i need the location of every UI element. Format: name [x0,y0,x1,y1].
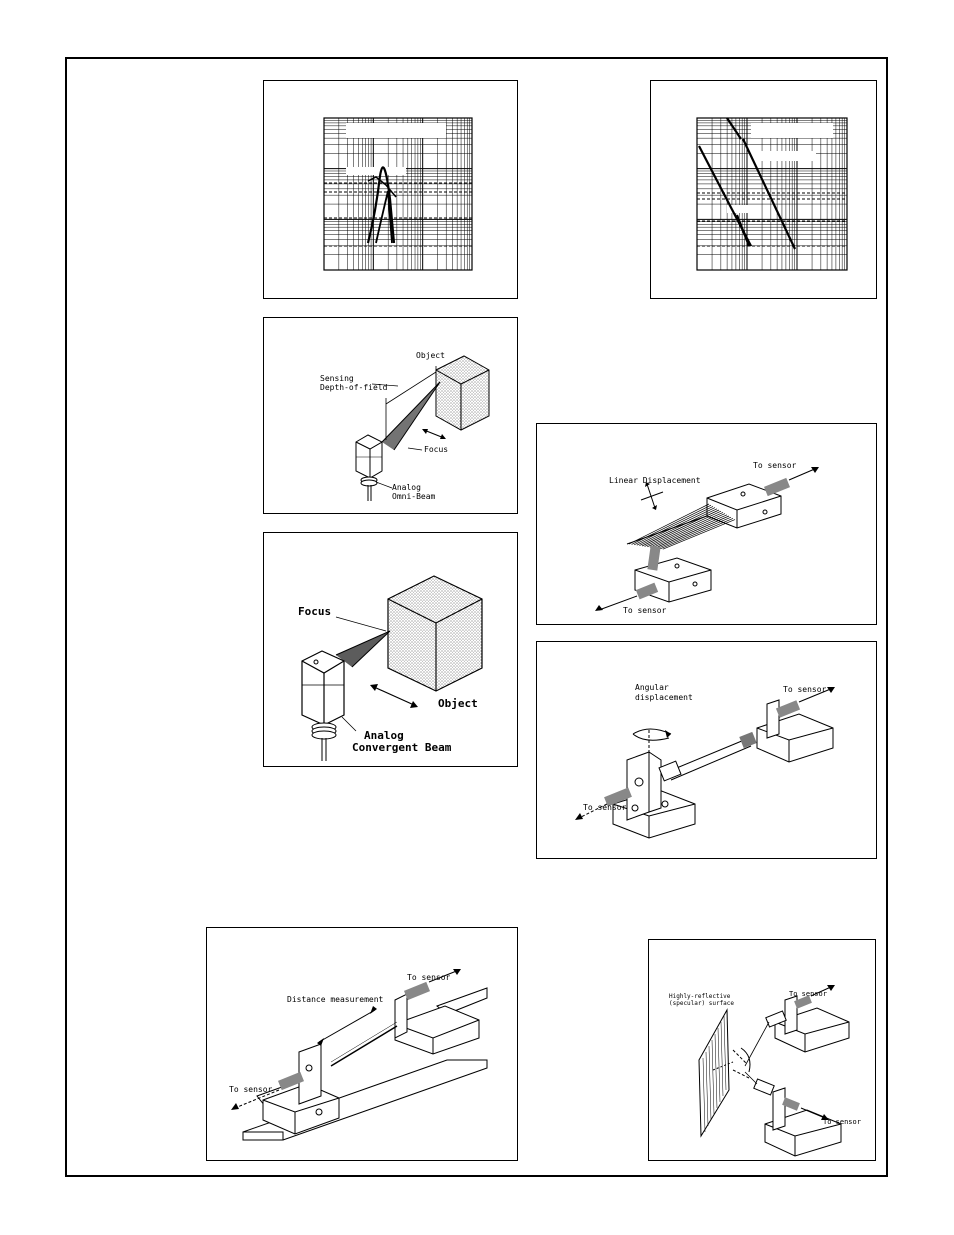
omni-sensor-label-2: Omni-Beam [392,492,436,501]
linear-to-sensor-top: To sensor [753,461,797,470]
convergent-sensor-label-2: Convergent Beam [352,741,452,754]
analog-omni-beam-figure [263,317,518,514]
specular-surface-figure [648,939,876,1161]
graph-left-svg [264,81,518,299]
angular-to-sensor-bottom: To sensor [583,803,627,812]
specular-surface-label-1: Highly-reflective [669,993,731,1000]
specular-surface-label-2: (specular) surface [669,1000,735,1007]
omni-sensor-label-1: Analog [392,483,421,492]
distance-title: Distance measurement [287,995,384,1004]
angular-title-2: displacement [635,693,693,702]
excess-gain-graph-left [263,80,518,299]
angular-displacement-figure [536,641,877,859]
convergent-focus-label: Focus [298,605,332,618]
omni-focus-label: Focus [424,445,449,454]
distance-to-sensor-top: To sensor [407,973,451,982]
angular-title-1: Angular [635,683,669,692]
linear-to-sensor-bottom: To sensor [623,606,667,615]
convergent-object-label: Object [438,697,478,710]
omni-sensing-label-2: Depth-of-field [320,383,388,392]
specular-to-sensor-bottom: To sensor [823,1118,861,1126]
specular-to-sensor-top: To sensor [789,990,827,998]
linear-displacement-figure [536,423,877,625]
distance-to-sensor-bottom: To sensor [229,1085,273,1094]
angular-to-sensor-top: To sensor [783,685,827,694]
graph-right-svg [651,81,877,299]
distance-measurement-figure [206,927,518,1161]
convergent-sensor-label-1: Analog [364,729,404,742]
linear-title: Linear Displacement [609,476,701,485]
omni-object-label: Object [416,351,445,360]
analog-convergent-beam-figure [263,532,518,767]
excess-gain-graph-right [650,80,877,299]
omni-sensing-label-1: Sensing [320,374,354,383]
